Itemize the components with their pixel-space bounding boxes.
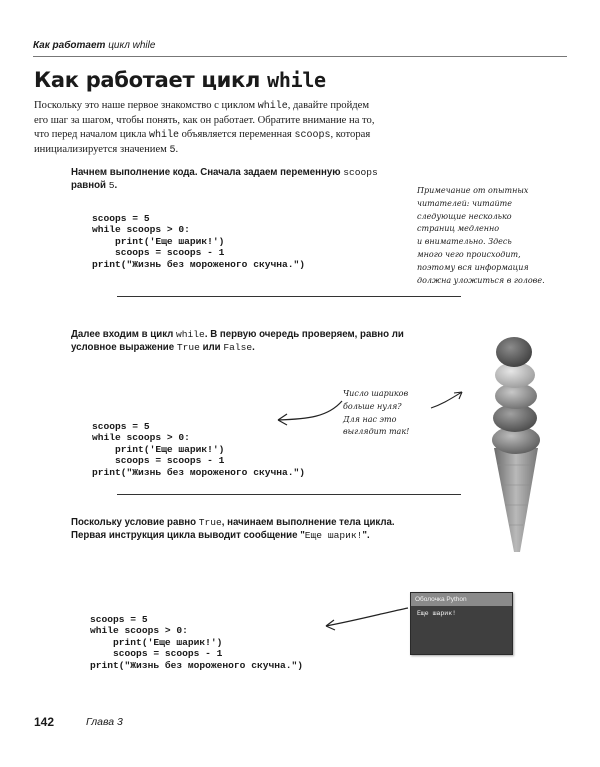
divider-2 — [117, 494, 461, 495]
intro-code-3: scoops — [294, 130, 331, 141]
code-line: while scoops > 0: — [90, 625, 188, 636]
step-2-c2: True — [176, 342, 200, 353]
note-line: больше нуля? — [343, 401, 402, 411]
note-line: Примечание от опытных — [417, 186, 529, 195]
step-3-t3: ". — [362, 530, 370, 541]
step-2-t1: Далее входим в цикл — [71, 329, 177, 340]
running-head — [33, 40, 155, 51]
running-head-rule — [33, 56, 567, 57]
note-line: Для нас это — [343, 414, 397, 424]
code-line: print("Жизнь без мороженого скучна.") — [92, 466, 306, 478]
note-line: Число шариков — [343, 389, 409, 398]
title-keyword: while — [267, 68, 326, 92]
step-2-t3: или — [199, 342, 224, 353]
intro-code-2: while — [148, 130, 179, 141]
python-shell-window — [410, 592, 513, 655]
step-3-c1: True — [198, 517, 222, 528]
code-line: scoops = 5 — [92, 420, 150, 432]
intro-paragraph — [34, 99, 379, 158]
note-line: поэтому вся информация — [417, 262, 529, 272]
step-3-c2: Еще шарик! — [304, 530, 363, 541]
step-2-t4: . — [252, 342, 255, 353]
page-number: 142 — [34, 715, 55, 729]
code-block-1 — [92, 201, 305, 282]
intro-code-1: while — [257, 101, 288, 112]
running-head-bold: Как работает — [33, 40, 106, 51]
arrow-to-shell-icon — [318, 600, 413, 632]
code-line: scoops = scoops - 1 — [92, 455, 225, 466]
intro-text-2: , давайте пройдем его шаг за шагом, чтобы понять, как он работает. Обратите внимание на то, что перед началом цикла — [34, 100, 375, 140]
note-line: следующие несколько — [417, 211, 512, 221]
shell-title: Оболочка Python — [411, 593, 512, 606]
step-2-c3: False — [223, 342, 253, 353]
note-experienced-readers — [417, 185, 567, 287]
step-1-t3: . — [114, 180, 118, 191]
note-line: страниц медленно — [417, 224, 500, 234]
note-line: выглядит так! — [343, 427, 410, 437]
step-3-t1: Поскольку условие равно — [71, 517, 199, 528]
intro-text-4: , которая инициализируется значением — [34, 129, 371, 155]
note-line: должна уложиться в голове. — [417, 275, 545, 285]
running-head-rest: цикл while — [108, 40, 156, 51]
note-line: много чего происходит, — [417, 249, 521, 259]
code-line: print('Еще шарик!') — [92, 443, 225, 455]
step-3-t2: , начинаем выполнение тела цикла. Первая инструкция цикла выводит сообщение " — [71, 517, 395, 541]
step-3-text — [71, 516, 416, 542]
code-line: while scoops > 0: — [92, 224, 190, 235]
code-line: scoops = 5 — [92, 212, 150, 224]
intro-text-3: объявляется переменная — [178, 129, 295, 140]
step-1-c2: 5 — [108, 180, 115, 191]
divider-1 — [117, 296, 461, 297]
code-line: print("Жизнь без мороженого скучна.") — [92, 258, 306, 270]
title-text: Как работает цикл — [34, 68, 261, 92]
chapter-label: Глава 3 — [86, 716, 123, 728]
code-line: print('Еще шарик!') — [90, 636, 223, 648]
arrow-to-icecream-icon — [428, 388, 468, 412]
code-line: scoops = 5 — [90, 613, 148, 625]
step-1-t2: равной — [71, 180, 109, 191]
step-1-text — [71, 166, 391, 192]
intro-text-5: . — [175, 144, 179, 155]
step-2-t2: . В первую очередь проверяем, равно ли условное выражение — [71, 329, 404, 353]
step-1-t1: Начнем выполнение кода. Сначала задаем переменную — [71, 167, 344, 178]
note-line: и внимательно. Здесь — [417, 237, 512, 247]
code-line: scoops = scoops - 1 — [90, 648, 223, 659]
code-line: scoops = scoops - 1 — [92, 247, 225, 258]
intro-code-4: 5 — [169, 145, 176, 156]
shell-output: Еще шарик! — [417, 610, 457, 617]
code-block-3 — [90, 602, 303, 683]
step-1-c1: scoops — [343, 167, 378, 178]
intro-text-1: Поскольку это наше первое знакомство с циклом — [34, 100, 258, 111]
arrow-to-condition-icon — [270, 395, 350, 430]
page-title — [34, 68, 326, 92]
code-line: while scoops > 0: — [92, 432, 190, 443]
code-line: print('Еще шарик!') — [92, 235, 225, 247]
code-line: print("Жизнь без мороженого скучна.") — [90, 659, 304, 671]
step-2-text — [71, 328, 416, 354]
step-2-c1: while — [176, 329, 205, 340]
note-line: читателей: читайте — [417, 198, 512, 208]
ice-cream-cone-image — [476, 330, 556, 555]
note-scoops-greater-zero — [343, 388, 433, 439]
